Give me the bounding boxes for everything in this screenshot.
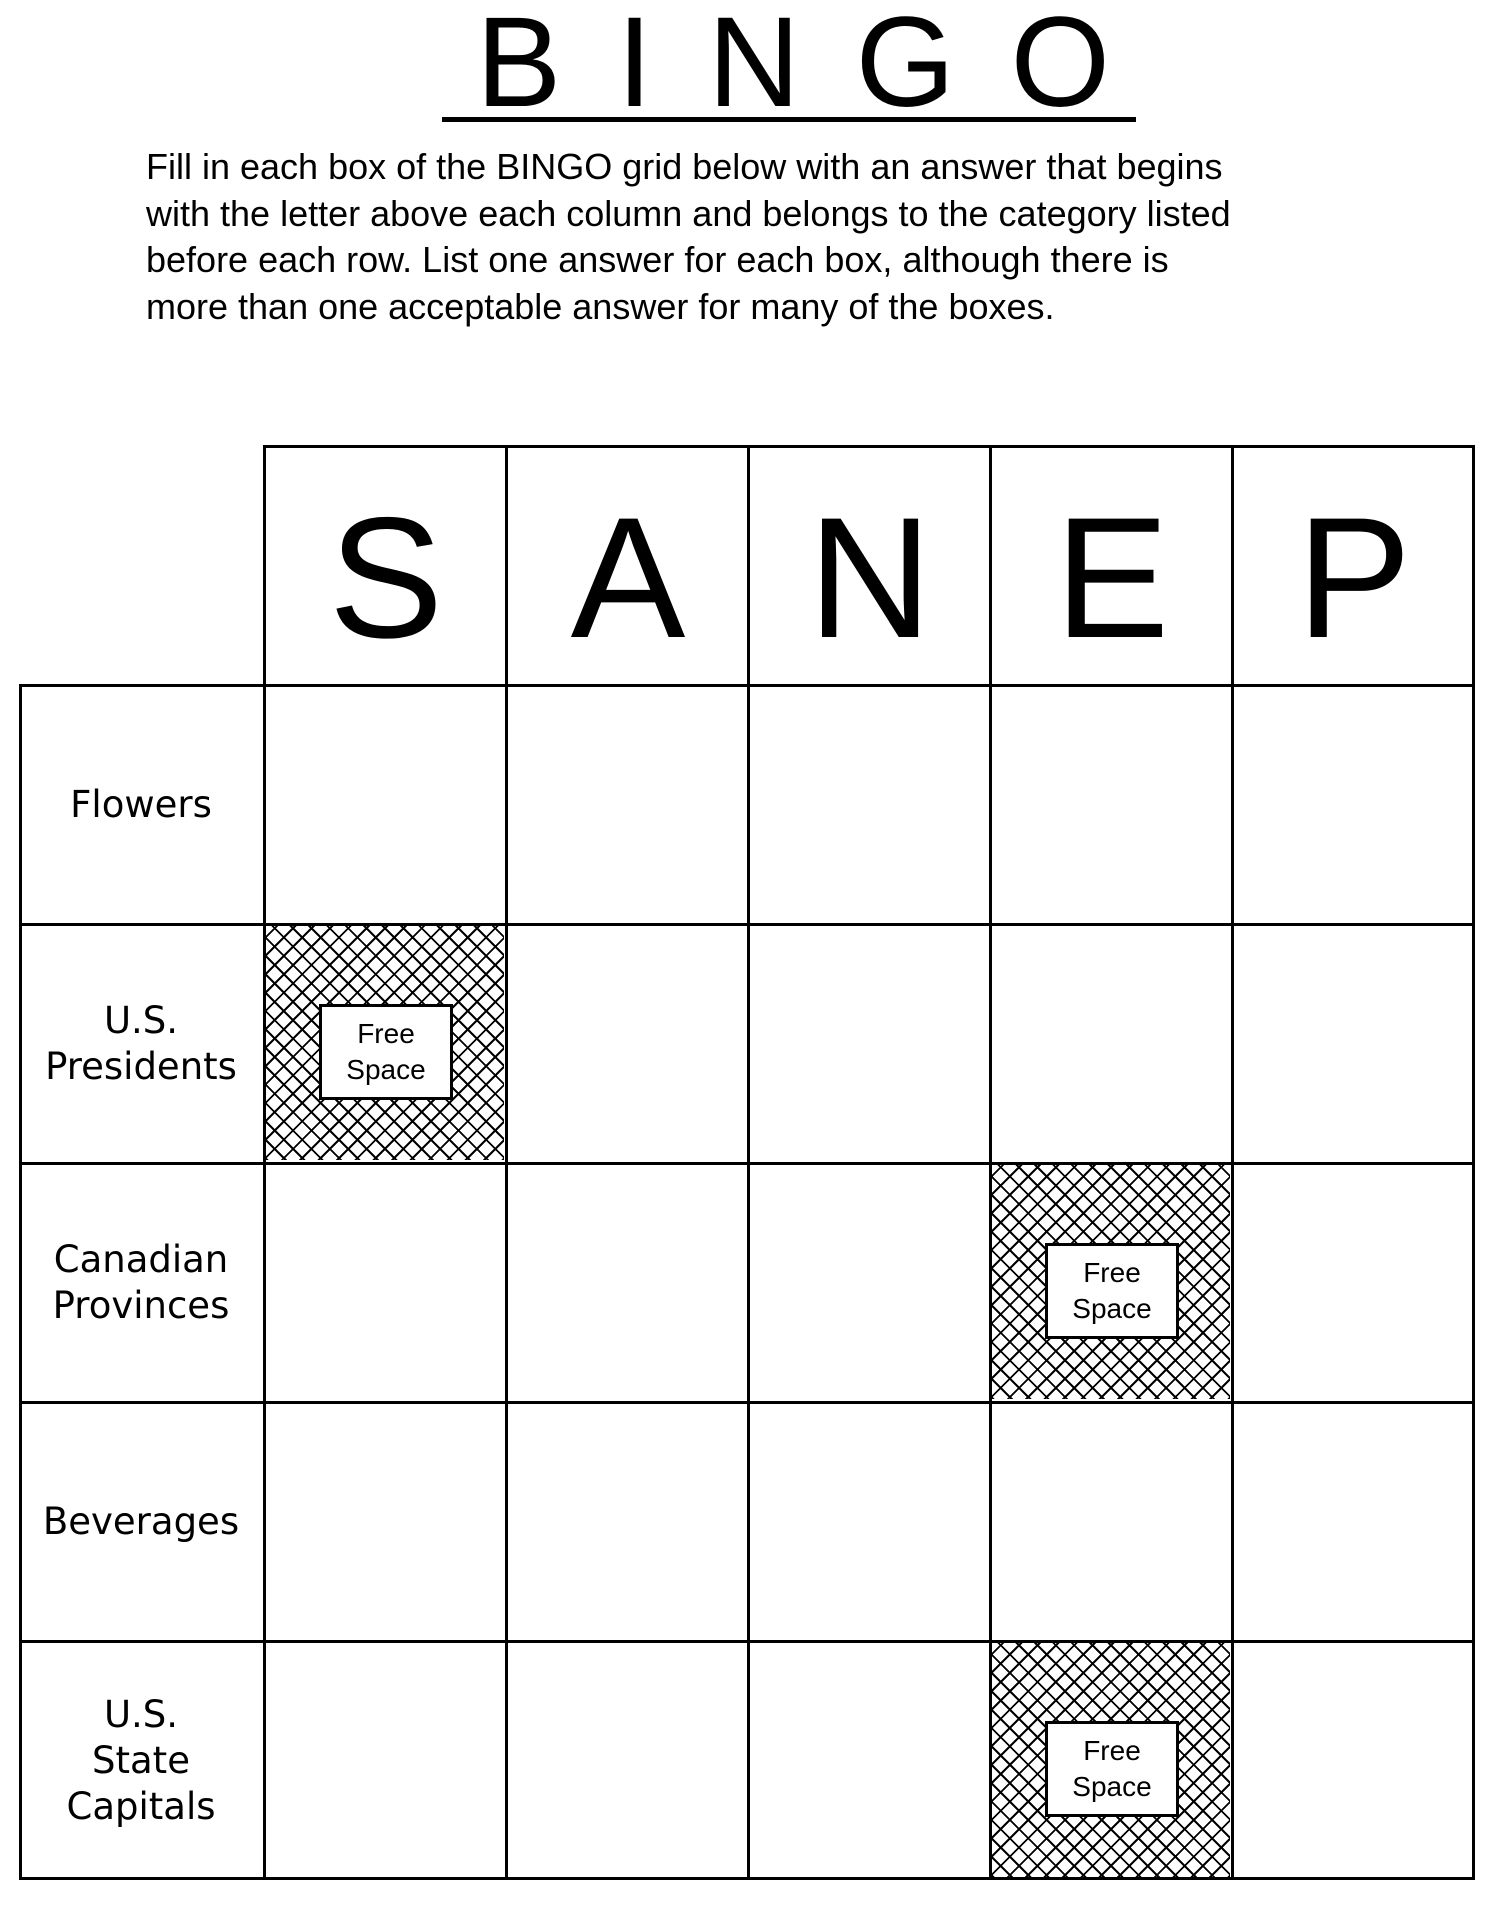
answer-cell[interactable] xyxy=(1234,1165,1472,1399)
answer-cell[interactable] xyxy=(508,1404,746,1638)
answer-cell[interactable] xyxy=(750,1643,988,1877)
row-label-flowers: Flowers xyxy=(70,783,212,826)
free-space-text: Space xyxy=(1072,1771,1152,1802)
grid-line xyxy=(263,445,1475,448)
free-space-text: Free xyxy=(1083,1735,1141,1766)
row-label-canadian-provinces: Canadian Provinces xyxy=(52,1238,230,1327)
title-letter-n: N xyxy=(707,0,801,134)
answer-cell[interactable] xyxy=(508,926,746,1160)
free-space-text: Space xyxy=(346,1054,426,1085)
row-label-beverages: Beverages xyxy=(42,1500,240,1543)
answer-cell[interactable] xyxy=(508,687,746,921)
free-space-cell xyxy=(992,1165,1230,1399)
grid-line xyxy=(263,445,266,1880)
instructions-line: more than one acceptable answer for many of the boxes. xyxy=(146,285,1055,327)
column-letter-a: A xyxy=(570,482,686,674)
free-space-box xyxy=(1045,1243,1179,1339)
answer-cell[interactable] xyxy=(750,1165,988,1399)
grid-line xyxy=(19,684,22,1880)
answer-cell[interactable] xyxy=(266,1165,504,1399)
answer-cell[interactable] xyxy=(992,1404,1230,1638)
free-space-text: Free xyxy=(1083,1257,1141,1288)
grid-line xyxy=(989,445,992,1880)
instructions-line: with the letter above each column and belongs to the category listed xyxy=(146,192,1231,234)
title-letter-g: G xyxy=(855,0,956,134)
free-space-box xyxy=(1045,1721,1179,1817)
grid-line xyxy=(505,445,508,1880)
grid-line xyxy=(747,445,750,1880)
answer-cell[interactable] xyxy=(508,1643,746,1877)
answer-cell[interactable] xyxy=(1234,1643,1472,1877)
answer-cell[interactable] xyxy=(1234,687,1472,921)
instructions-line: before each row. List one answer for each box, although there is xyxy=(146,239,1169,280)
free-space-cell xyxy=(266,926,504,1160)
answer-cell[interactable] xyxy=(750,1404,988,1638)
column-letter-n: N xyxy=(807,482,933,674)
row-label-us-presidents: U.S. Presidents xyxy=(45,999,237,1088)
instructions-line: Fill in each box of the BINGO grid below with an answer that begins xyxy=(146,146,1223,187)
column-letter-e: E xyxy=(1054,482,1170,674)
answer-cell[interactable] xyxy=(266,1404,504,1638)
column-letter-p: P xyxy=(1296,482,1412,674)
answer-cell[interactable] xyxy=(750,687,988,921)
answer-cell[interactable] xyxy=(1234,926,1472,1160)
grid-line xyxy=(1472,445,1475,1880)
answer-cell[interactable] xyxy=(750,926,988,1160)
title-letter-b: B xyxy=(476,0,562,134)
answer-cell[interactable] xyxy=(992,926,1230,1160)
grid-line xyxy=(1231,445,1234,1880)
answer-cell[interactable] xyxy=(1234,1404,1472,1638)
free-space-box xyxy=(319,1004,453,1100)
answer-cell[interactable] xyxy=(266,687,504,921)
free-space-cell xyxy=(992,1643,1230,1877)
column-letter-s: S xyxy=(328,482,444,674)
answer-cell[interactable] xyxy=(992,687,1230,921)
title-letter-o: O xyxy=(1010,0,1110,134)
row-label-us-state-capitals: U.S. State Capitals xyxy=(66,1693,216,1828)
title-letter-i: I xyxy=(616,0,653,134)
free-space-text: Space xyxy=(1072,1293,1152,1324)
answer-cell[interactable] xyxy=(508,1165,746,1399)
free-space-text: Free xyxy=(357,1018,415,1049)
answer-cell[interactable] xyxy=(266,1643,504,1877)
